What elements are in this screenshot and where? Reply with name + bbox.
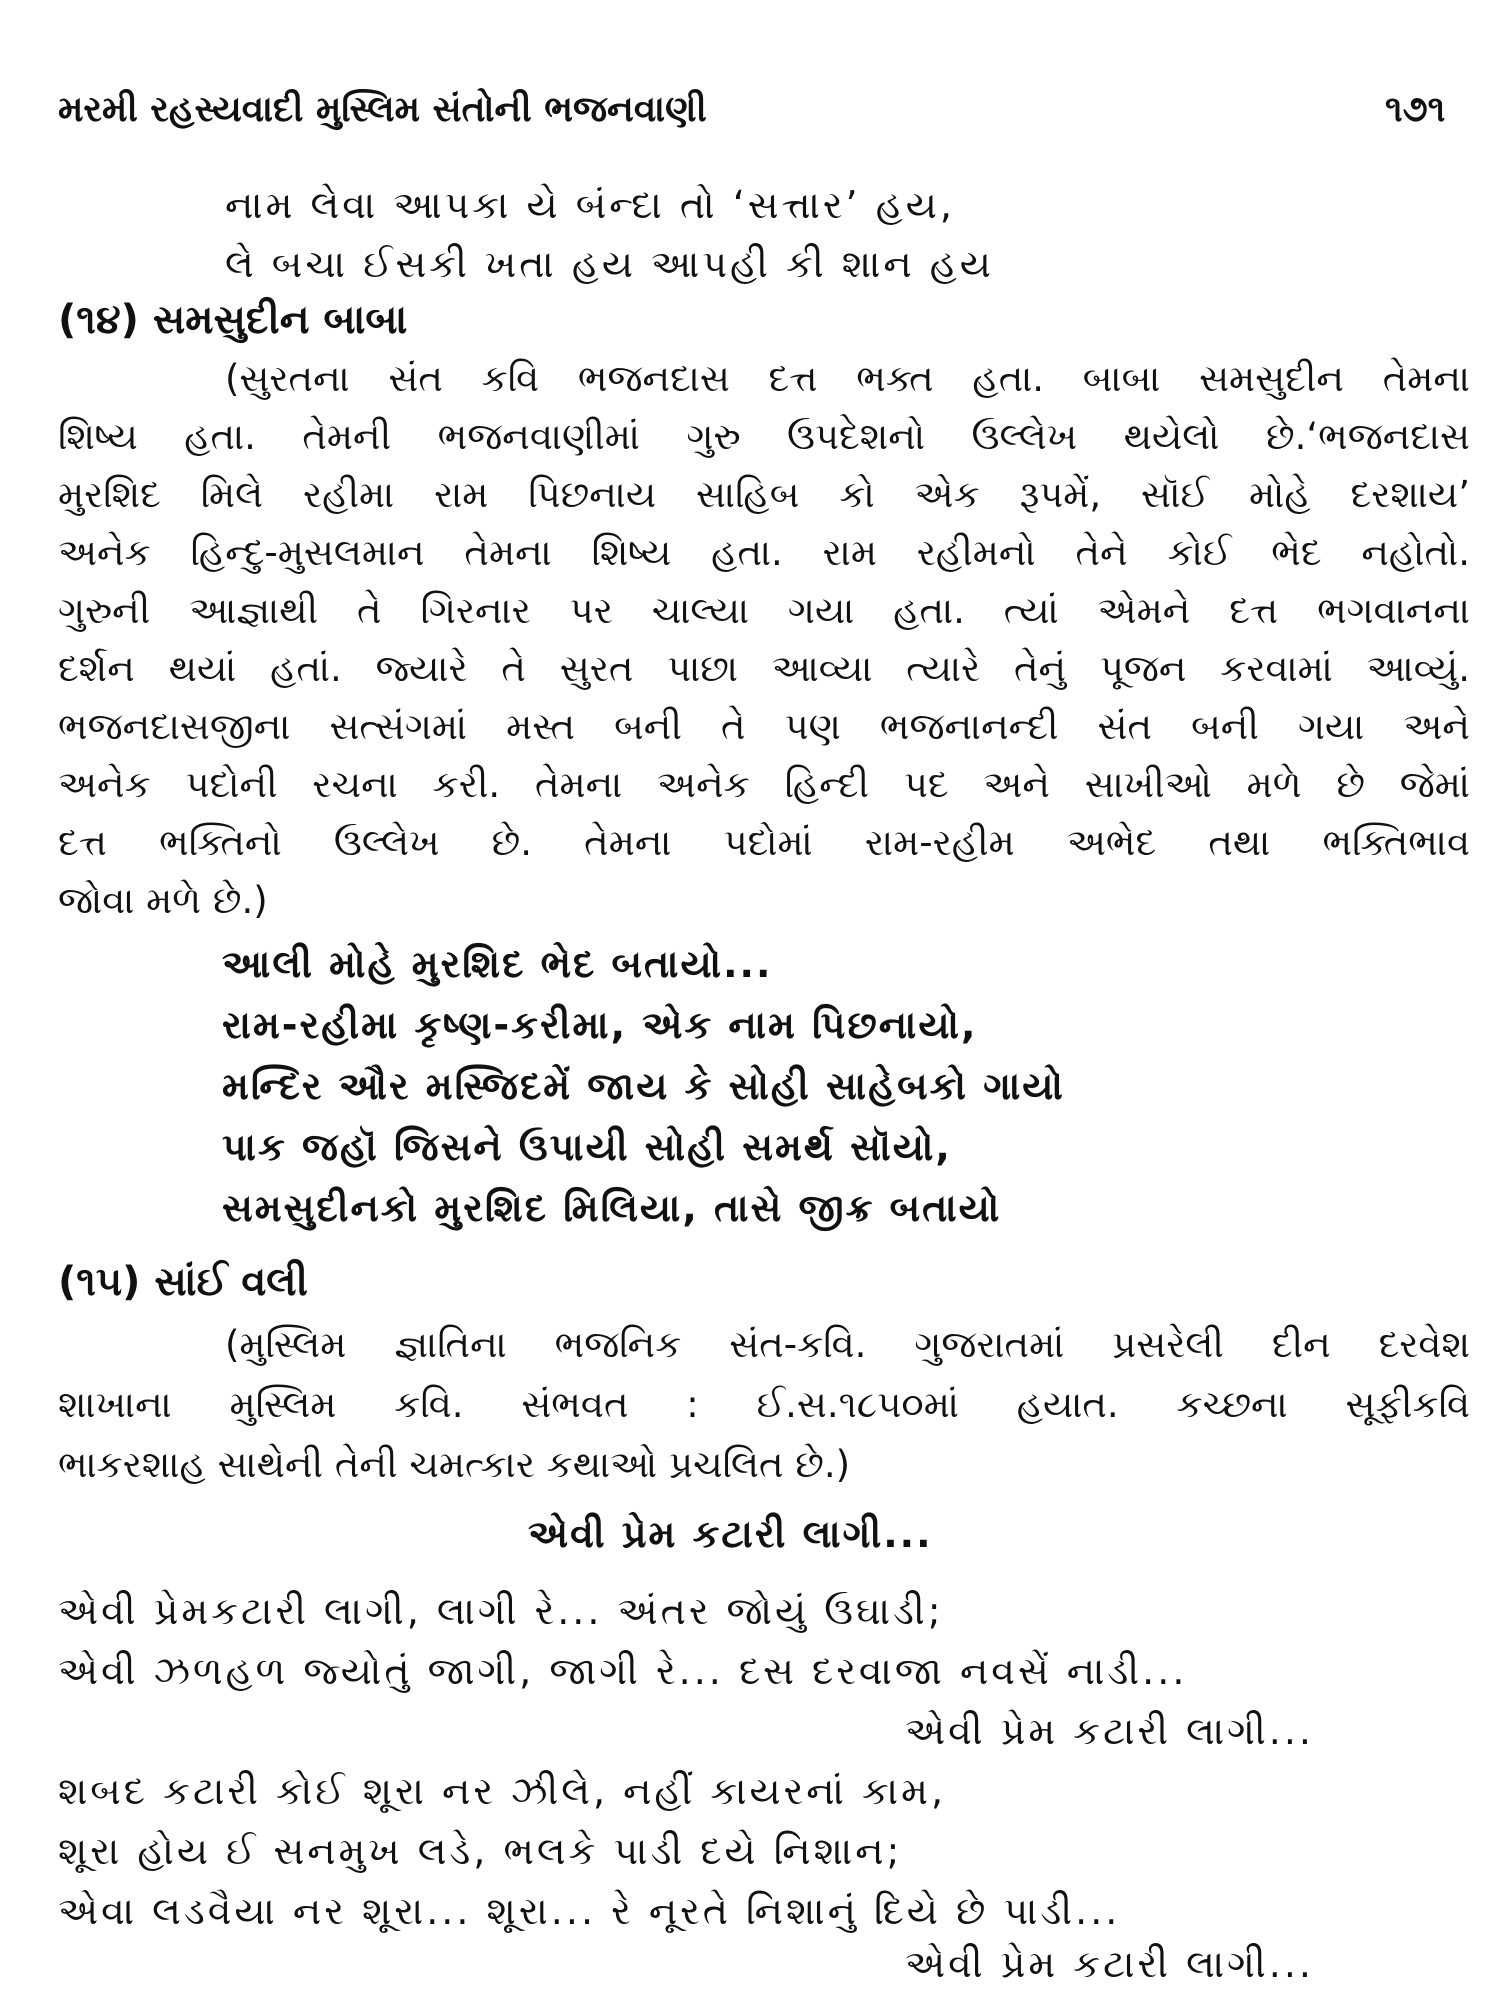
bhajan-line: રામ-રહીમા કૃષ્ણ-કરીમા, એક નામ પિછનાયો,: [222, 1003, 978, 1047]
intro-verse-line: લે બચા ઈસકી ખતા હય આપહી કી શાન હય: [225, 242, 994, 286]
bhajan-line: મન્દિર ઔર મસ્જિદમેં જાય કે સોહી સાહેબકો ગાયો: [222, 1064, 1065, 1108]
section-14-paragraph-line: દત્ત ભક્તિનો ઉલ્લેખ છે. તેમના પદોમાં રામ-રહીમ અભેદ તથા ભક્તિભાવ: [58, 821, 1470, 864]
intro-verse-line: નામ લેવા આપકા યે બંન્દા તો ‘સત્તાર’ હય,: [225, 183, 955, 227]
song-line: એવી ઝળહળ જ્યોતું જાગી, જાગી રે... દસ દરવાજા નવસેં નાડી...: [58, 1649, 1188, 1693]
section-14-paragraph-line: અનેક હિન્દુ-મુસલમાન તેમના શિષ્ય હતા. રામ રહીમનો તેને કોઈ ભેદ નહોતો.: [58, 531, 1470, 574]
song-refrain: એવી પ્રેમ કટારી લાગી...: [905, 1709, 1315, 1753]
section-14-heading: (૧૪) સમસુદીન બાબા: [58, 297, 408, 343]
bhajan-line: આલી મોહે મુરશિદ ભેદ બતાયો...: [222, 942, 773, 986]
section-14-paragraph-line: શિષ્ય હતા. તેમની ભજનવાણીમાં ગુરુ ઉપદેશનો ઉલ્લેખ થયેલો છે.‘ભજનદાસ: [58, 415, 1470, 458]
section-15-paragraph-line: (મુસ્લિમ જ્ઞાતિના ભજનિક સંત-કવિ. ગુજરાતમાં પ્રસરેલી દીન દરવેશ: [225, 1323, 1470, 1366]
song-line: એવા લડવૈયા નર શૂરા... શૂરા... રે નૂરતે નિશાનું દિયે છે પાડી...: [58, 1889, 1121, 1933]
page-number: ૧૭૧: [1385, 89, 1446, 130]
section-15-paragraph-line: ભાકરશાહ સાથેની તેની ચમત્કાર કથાઓ પ્રચલિત છે.): [58, 1443, 851, 1486]
song-refrain: એવી પ્રેમ કટારી લાગી...: [905, 1942, 1315, 1986]
bhajan-line: સમસુદીનકો મુરશિદ મિલિયા, તાસે જીક્ર બતાયો: [222, 1186, 1002, 1230]
section-14-paragraph-line: જોવા મળે છે.): [58, 879, 268, 922]
song-title: એવી પ્રેમ કટારી લાગી...: [528, 1512, 933, 1556]
song-line: એવી પ્રેમકટારી લાગી, લાગી રે... અંતર જોયું ઉઘાડી;: [58, 1589, 944, 1633]
section-14-paragraph-line: અનેક પદોની રચના કરી. તેમના અનેક હિન્દી પદ અને સાખીઓ મળે છે જેમાં: [58, 763, 1470, 806]
section-14-paragraph-line: દર્શન થયાં હતાં. જ્યારે તે સુરત પાછા આવ્યા ત્યારે તેનું પૂજન કરવામાં આવ્યું.: [58, 647, 1470, 690]
running-header-title: મરમી રહસ્યવાદી મુસ્લિમ સંતોની ભજનવાણી: [58, 89, 707, 130]
section-14-paragraph-line: મુરશિદ મિલે રહીમા રામ પિછનાય સાહિબ કો એક રૂપમેં, સૉઈ મોહે દરશાય’: [58, 473, 1470, 516]
song-line: શબદ કટારી કોઈ શૂરા નર ઝીલે, નહીં કાયરનાં કામ,: [58, 1769, 947, 1813]
section-14-paragraph-line: ગુરુની આજ્ઞાથી તે ગિરનાર પર ચાલ્યા ગયા હતા. ત્યાં એમને દત્ત ભગવાનના: [58, 589, 1470, 632]
section-15-heading: (૧૫) સાંઈ વલી: [58, 1259, 308, 1305]
section-15-paragraph-line: શાખાના મુસ્લિમ કવિ. સંભવત : ઈ.સ.૧૮૫૦માં હયાત. કચ્છના સૂફીકવિ: [58, 1383, 1470, 1426]
bhajan-line: પાક જહૉ જિસને ઉપાયી સોહી સમર્થ સૉયો,: [222, 1125, 952, 1169]
section-14-paragraph-line: (સુરતના સંત કવિ ભજનદાસ દત્ત ભક્ત હતા. બાબા સમસુદીન તેમના: [225, 357, 1470, 400]
song-line: શૂરા હોય ઈ સનમુખ લડે, ભલકે પાડી દયે નિશાન;: [58, 1829, 903, 1873]
section-14-paragraph-line: ભજનદાસજીના સત્સંગમાં મસ્ત બની તે પણ ભજનાનન્દી સંત બની ગયા અને: [58, 705, 1470, 748]
